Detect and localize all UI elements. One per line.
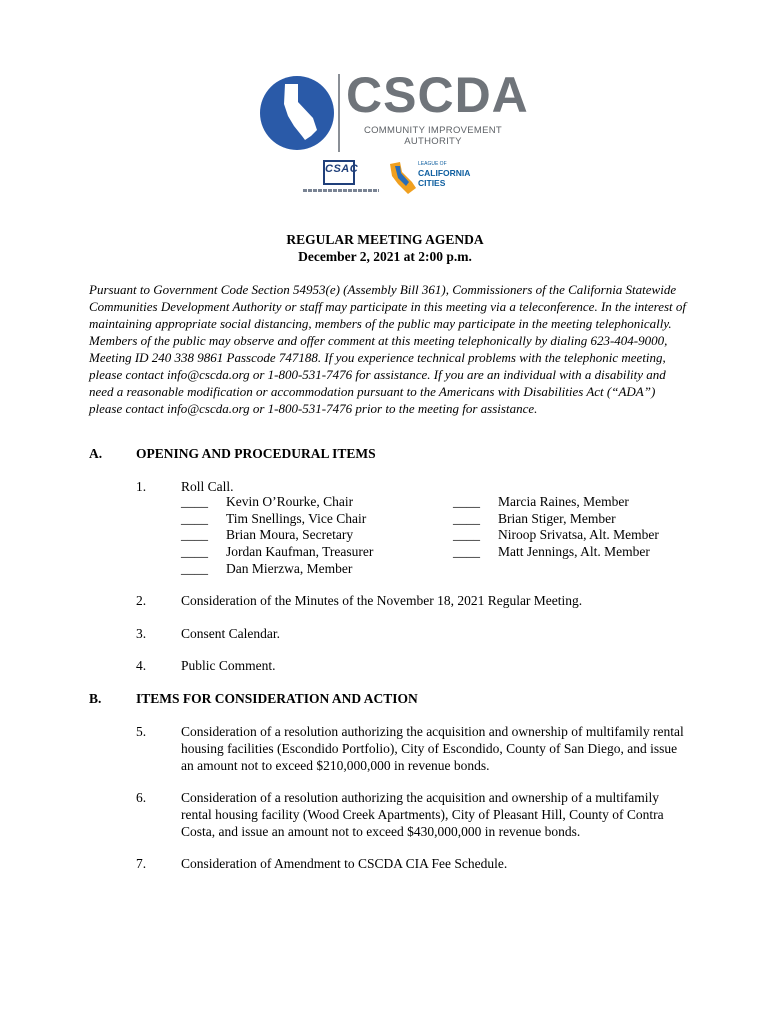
section-b-title: ITEMS FOR CONSIDERATION AND ACTION	[136, 691, 418, 706]
lcc-small-label: LEAGUE OF	[418, 161, 447, 167]
roll-call-blank: ____	[453, 511, 480, 526]
roll-call-member: Tim Snellings, Vice Chair	[226, 511, 367, 526]
roll-call-blank: ____	[181, 561, 208, 576]
roll-call-blank: ____	[453, 527, 480, 542]
item-4-text: Public Comment.	[181, 658, 276, 673]
roll-call-label: Roll Call.	[181, 479, 234, 494]
item-7-text: Consideration of Amendment to CSCDA CIA Fee Schedule.	[181, 856, 508, 871]
item-7-number: 7.	[136, 856, 147, 871]
item-3-text: Consent Calendar.	[181, 626, 280, 641]
cscda-logo	[258, 67, 529, 154]
section-b-letter: B.	[89, 691, 102, 706]
agenda-title: REGULAR MEETING AGENDA	[286, 232, 484, 247]
item-2-text: Consideration of the Minutes of the November 18, 2021 Regular Meeting.	[181, 593, 583, 608]
roll-call-member: Marcia Raines, Member	[498, 494, 629, 509]
roll-call-blank: ____	[453, 494, 480, 509]
logo-divider	[338, 74, 340, 152]
california-map-icon	[386, 160, 418, 196]
item-4-number: 4.	[136, 658, 147, 673]
roll-call-member: Brian Moura, Secretary	[226, 527, 354, 542]
section-a-letter: A.	[89, 446, 103, 461]
agenda-date: December 2, 2021 at 2:00 p.m.	[298, 249, 472, 264]
item-5-number: 5.	[136, 724, 147, 739]
roll-call-member: Brian Stiger, Member	[498, 511, 616, 526]
logo-wordmark: CSCDA	[346, 67, 529, 123]
intro-text: Pursuant to Government Code Section 54953(e) (Assembly Bill 361), Commissioners of the California Statewide Communities Development Authority or staff may participate in this meeting via a teleconference. In the interest of maintaining appropriate social distancing, members of the public may participate in the meeting telephonically. Members of the public may observe and offer comment at this meeting telephonically by dialing 623-404-9000, Meeting ID 240 338 9861 Passcode 747188. If you experience technical problems with the telephonic meeting, please contact info@cscda.org or 1-800-531-7476 for assistance. If you are an individual with a disability and need a reasonable modification or accommodation pursuant to the Americans with Disabilities Act (“ADA”) please contact info@cscda.org or 1-800-531-7476 prior to the meeting for assistance.	[89, 282, 687, 416]
lcc-name-2: CITIES	[418, 178, 446, 188]
roll-call-blank: ____	[181, 511, 208, 526]
roll-call-member: Niroop Srivatsa, Alt. Member	[498, 527, 659, 542]
roll-call-blank: ____	[181, 494, 208, 509]
logo-subtitle-2: AUTHORITY	[404, 136, 462, 147]
league-of-california-cities-logo	[386, 160, 471, 196]
roll-call-blank: ____	[181, 527, 208, 542]
roll-call-member: Kevin O’Rourke, Chair	[226, 494, 354, 509]
item-6-number: 6.	[136, 790, 147, 805]
california-seal-icon	[258, 72, 338, 154]
lcc-name-1: CALIFORNIA	[418, 168, 471, 178]
roll-call-blank: ____	[453, 544, 480, 559]
csac-mark: CSAC	[325, 163, 359, 175]
item-6-text: Consideration of a resolution authorizing the acquisition and ownership of a multifamily rental housing facility (Wood Creek Apartments), City of Pleasant Hill, County of Contra Costa, and issue an amount not to exceed $430,000,000 in revenue bonds.	[181, 790, 664, 839]
item-2-number: 2.	[136, 593, 147, 608]
section-a-title: OPENING AND PROCEDURAL ITEMS	[136, 446, 376, 461]
csac-caption-graphic	[303, 189, 379, 192]
item-3-number: 3.	[136, 626, 147, 641]
logo-subtitle-1: COMMUNITY IMPROVEMENT	[363, 125, 503, 136]
item-1-number: 1.	[136, 479, 147, 494]
roll-call-member: Dan Mierzwa, Member	[226, 561, 353, 576]
roll-call-member: Jordan Kaufman, Treasurer	[226, 544, 374, 559]
csac-logo	[303, 160, 379, 196]
roll-call-member: Matt Jennings, Alt. Member	[498, 544, 650, 559]
item-5-text: Consideration of a resolution authorizing the acquisition and ownership of multifamily rental housing facilities (Escondido Portfolio), City of Escondido, County of San Diego, and issue an amount not to exceed $210,000,000 in revenue bonds.	[181, 724, 684, 773]
intro-paragraph	[89, 281, 687, 417]
roll-call-blank: ____	[181, 544, 208, 559]
